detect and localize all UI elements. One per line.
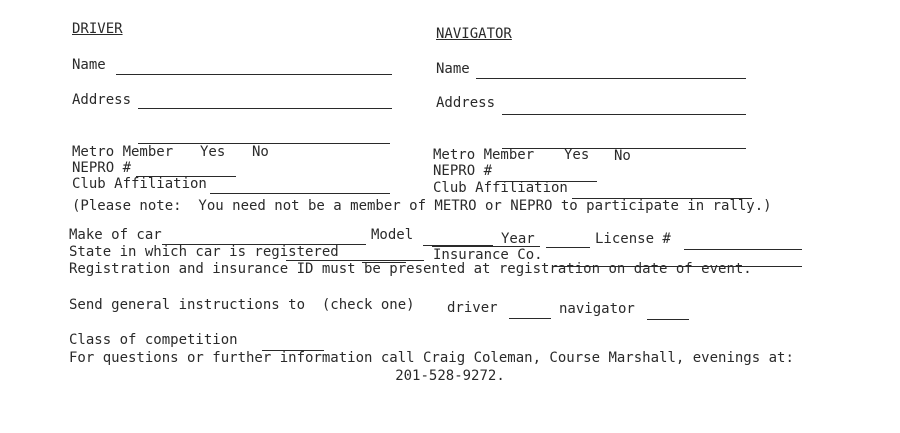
model-label: Model — [371, 227, 414, 243]
driver-name-label: Name — [72, 57, 106, 73]
insurance-label-overline — [432, 246, 540, 247]
driver-club-field[interactable] — [210, 193, 390, 194]
navigator-member-label: Metro Member — [433, 147, 535, 163]
navigator-name-label: Name — [436, 61, 470, 77]
driver-nepro-label: NEPRO # — [72, 160, 132, 176]
driver-heading: DRIVER — [72, 21, 123, 37]
insurance-label: Insurance Co. — [433, 247, 543, 263]
driver-address-label: Address — [72, 92, 132, 108]
make-label: Make of car — [69, 227, 162, 243]
driver-member-yes[interactable]: Yes — [200, 144, 226, 160]
instructions-navigator-label: navigator — [559, 301, 635, 317]
competition-class-label: Class of competition — [69, 332, 238, 348]
navigator-heading: NAVIGATOR — [436, 26, 512, 42]
navigator-member-yes[interactable]: Yes — [564, 147, 590, 163]
driver-name-field[interactable] — [116, 74, 392, 75]
phone-number: 201-528-9272. — [395, 368, 505, 384]
year-label: Year — [501, 231, 535, 247]
membership-note: (Please note: You need not be a member of METRO or NEPRO to participate in rally.) — [72, 198, 772, 214]
driver-address-field[interactable] — [138, 108, 392, 109]
state-label: State in which car is registered — [69, 244, 339, 260]
navigator-club-label: Club Affiliation — [433, 180, 568, 196]
driver-club-label: Club Affiliation — [72, 176, 207, 192]
navigator-member-no[interactable]: No — [614, 148, 631, 164]
instructions-driver-checkbox[interactable] — [509, 318, 551, 319]
questions-text: For questions or further information call Craig Coleman, Course Marshall, evenings at: — [69, 350, 794, 366]
instructions-label: Send general instructions to (check one) — [69, 297, 415, 313]
license-field[interactable] — [684, 249, 802, 250]
navigator-address-label: Address — [436, 95, 496, 111]
instructions-driver-label: driver — [447, 300, 498, 316]
navigator-nepro-label: NEPRO # — [433, 163, 493, 179]
driver-member-label: Metro Member — [72, 144, 174, 160]
instructions-navigator-checkbox[interactable] — [647, 319, 689, 320]
navigator-address-field[interactable] — [502, 114, 746, 115]
registration-note-overline — [286, 260, 424, 261]
year-field[interactable] — [546, 247, 590, 248]
registration-note: Registration and insurance ID must be presented at registration on date of event. — [69, 261, 752, 277]
navigator-name-field[interactable] — [476, 78, 746, 79]
license-label: License # — [595, 231, 671, 247]
driver-member-no[interactable]: No — [252, 144, 269, 160]
